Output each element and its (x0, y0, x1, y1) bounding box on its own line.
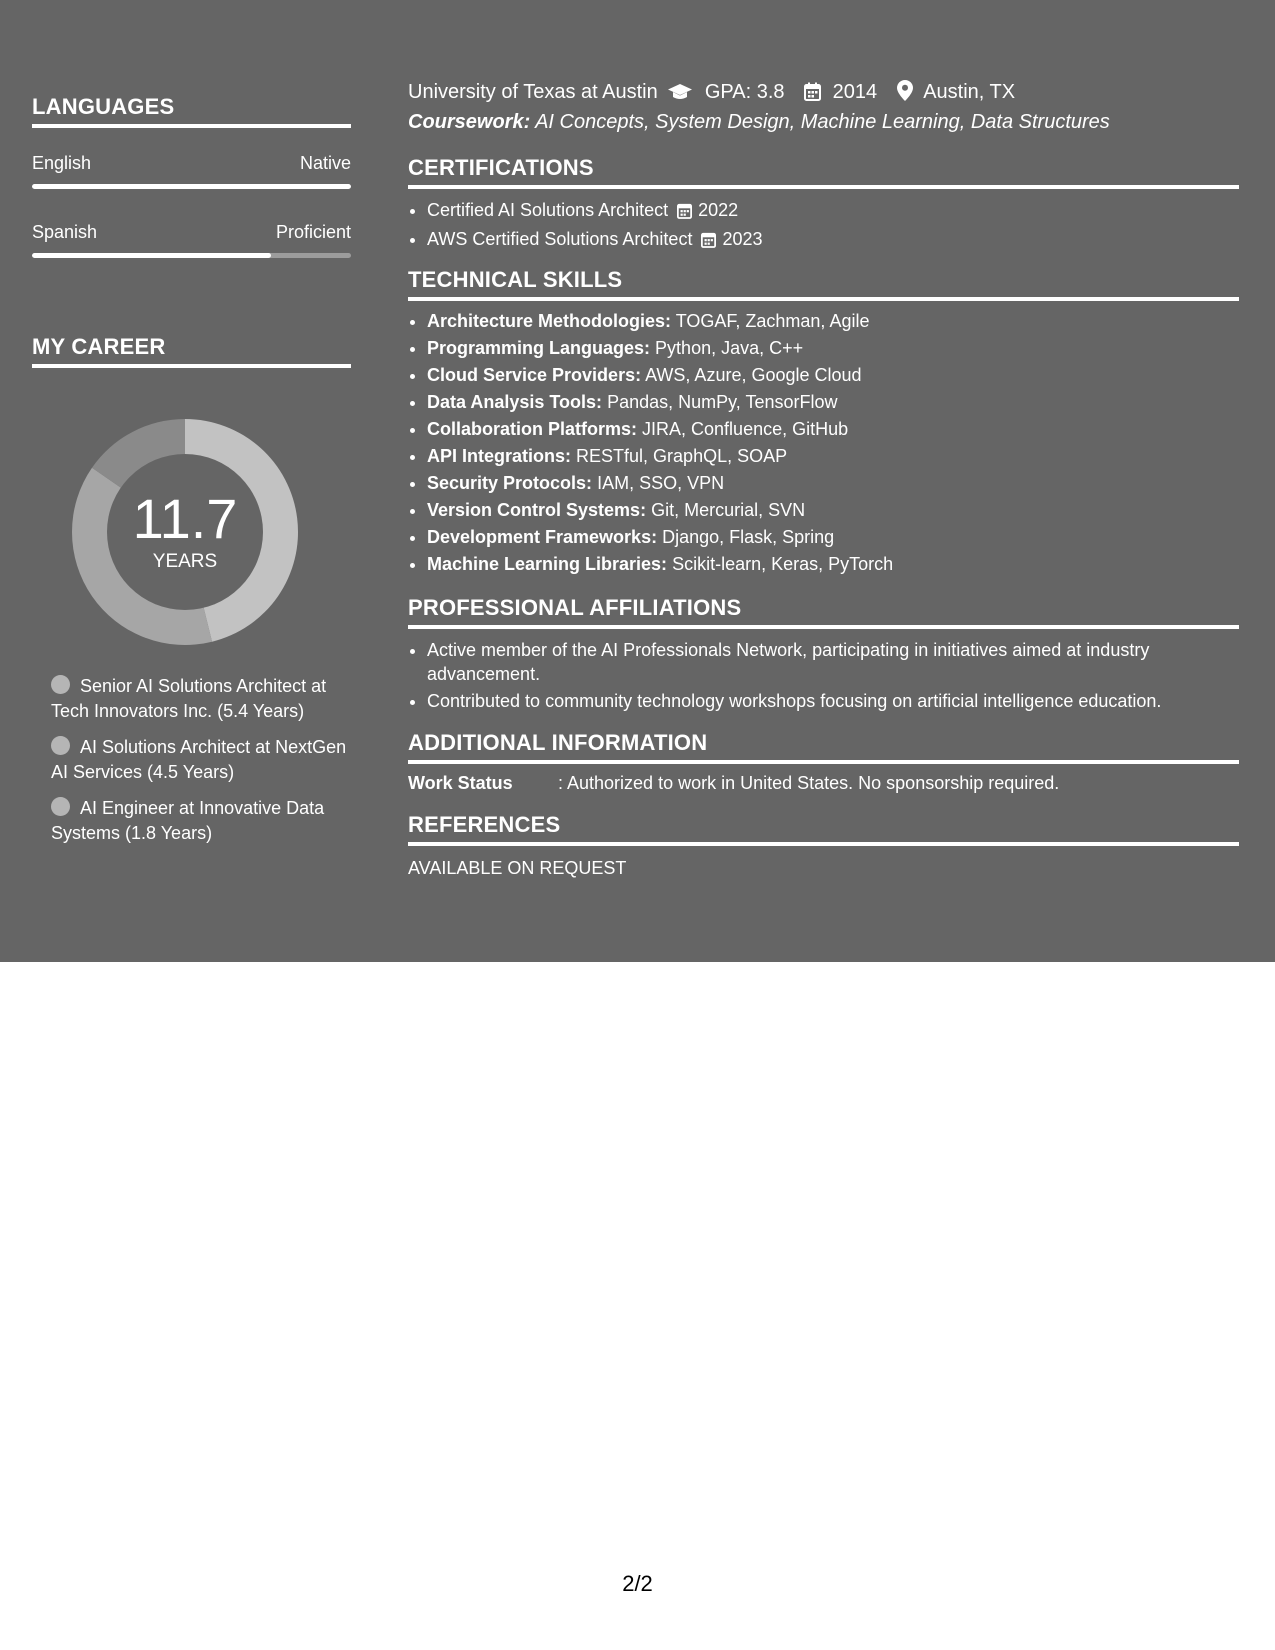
certification-name: AWS Certified Solutions Architect (427, 229, 693, 249)
career-donut-chart (65, 412, 305, 652)
legend-label: AI Engineer at Innovative Data Systems (1.8 Years) (51, 798, 325, 843)
legend-item (51, 674, 351, 724)
education-line (408, 80, 1015, 104)
language-level: Native (299, 153, 351, 173)
skill-values: Django, Flask, Spring (662, 527, 835, 547)
language-name: Spanish (32, 222, 98, 242)
skill-values: Pandas, NumPy, TensorFlow (607, 392, 838, 412)
language-bar (32, 184, 351, 189)
legend-dot-icon (51, 675, 70, 694)
career-unit: YEARS (152, 551, 218, 572)
skill-item (427, 551, 1242, 578)
skill-values: RESTful, GraphQL, SOAP (576, 446, 788, 466)
affiliations-title: PROFESSIONAL AFFILIATIONS (408, 595, 1239, 629)
skill-category: Security Protocols: (427, 473, 593, 493)
skill-item (427, 497, 1242, 524)
page-number: 2/2 (622, 1571, 653, 1596)
languages-title: LANGUAGES (32, 94, 351, 128)
certifications-list (408, 196, 1242, 254)
technical-skills-title: TECHNICAL SKILLS (408, 267, 1239, 301)
skill-category: API Integrations: (427, 446, 572, 466)
certification-item (427, 225, 1242, 254)
skill-item (427, 443, 1242, 470)
gpa: GPA: 3.8 (704, 81, 785, 103)
references-title: REFERENCES (408, 812, 1239, 846)
calendar-icon (701, 231, 716, 248)
coursework-label: Coursework: (408, 111, 531, 133)
affiliation-item: • Contributed to community technology workshops focusing on artificial intelligence education. (427, 689, 1242, 713)
legend-dot-icon (51, 797, 70, 816)
career-total: 11.7 (132, 487, 238, 550)
skill-category: Version Control Systems: (427, 500, 647, 520)
language-bar-fill (32, 253, 271, 258)
skill-values: TOGAF, Zachman, Agile (675, 311, 870, 331)
career-legend (51, 674, 351, 857)
skill-item (427, 416, 1242, 443)
work-status-row (408, 773, 1059, 794)
skill-item (427, 362, 1242, 389)
references-text: AVAILABLE ON REQUEST (408, 858, 627, 878)
certification-year: 2022 (698, 200, 739, 220)
skill-category: Development Frameworks: (427, 527, 658, 547)
skill-values: JIRA, Confluence, GitHub (642, 419, 849, 439)
legend-item (51, 735, 351, 785)
skill-category: Collaboration Platforms: (427, 419, 638, 439)
additional-info-title: ADDITIONAL INFORMATION (408, 730, 1239, 764)
work-status-value: : Authorized to work in United States. No sponsorship required. (558, 773, 1060, 793)
skill-values: IAM, SSO, VPN (597, 473, 725, 493)
calendar-icon (804, 82, 821, 101)
legend-label: Senior AI Solutions Architect at Tech Innovators Inc. (5.4 Years) (51, 676, 327, 721)
affiliations-list (408, 638, 1242, 716)
career-title: MY CAREER (32, 334, 351, 368)
skill-item (427, 308, 1242, 335)
skill-category: Architecture Methodologies: (427, 311, 672, 331)
skill-values: AWS, Azure, Google Cloud (645, 365, 862, 385)
map-pin-icon (897, 80, 913, 101)
skill-category: Machine Learning Libraries: (427, 554, 668, 574)
graduation-cap-icon (667, 83, 693, 101)
skill-category: Programming Languages: (427, 338, 651, 358)
calendar-icon (677, 202, 692, 219)
affiliation-item: • Active member of the AI Professionals Network, participating in initiatives aimed at industry advancement. (427, 638, 1242, 686)
language-level: Proficient (275, 222, 351, 242)
certification-item (427, 196, 1242, 225)
skill-item (427, 335, 1242, 362)
skill-item (427, 524, 1242, 551)
skill-category: Data Analysis Tools: (427, 392, 603, 412)
skill-values: Scikit-learn, Keras, PyTorch (672, 554, 894, 574)
technical-skills-list (408, 308, 1242, 578)
language-bar (32, 253, 351, 258)
coursework-text: AI Concepts, System Design, Machine Learning, Data Structures (535, 111, 1110, 133)
certifications-title: CERTIFICATIONS (408, 155, 1239, 189)
coursework (408, 111, 1110, 134)
skill-category: Cloud Service Providers: (427, 365, 642, 385)
skill-item (427, 470, 1242, 497)
legend-item (51, 796, 351, 846)
certification-name: Certified AI Solutions Architect (427, 200, 669, 220)
skill-item (427, 389, 1242, 416)
skill-values: Git, Mercurial, SVN (651, 500, 806, 520)
legend-label: AI Solutions Architect at NextGen AI Services (4.5 Years) (51, 737, 347, 782)
certification-year: 2023 (722, 229, 763, 249)
school-location: Austin, TX (923, 81, 1016, 103)
school-name: University of Texas at Austin (408, 81, 658, 103)
skill-values: Python, Java, C++ (655, 338, 804, 358)
work-status-label: Work Status (408, 773, 513, 793)
graduation-year: 2014 (832, 81, 878, 103)
language-name: English (32, 153, 92, 173)
language-bar-fill (32, 184, 351, 189)
legend-dot-icon (51, 736, 70, 755)
